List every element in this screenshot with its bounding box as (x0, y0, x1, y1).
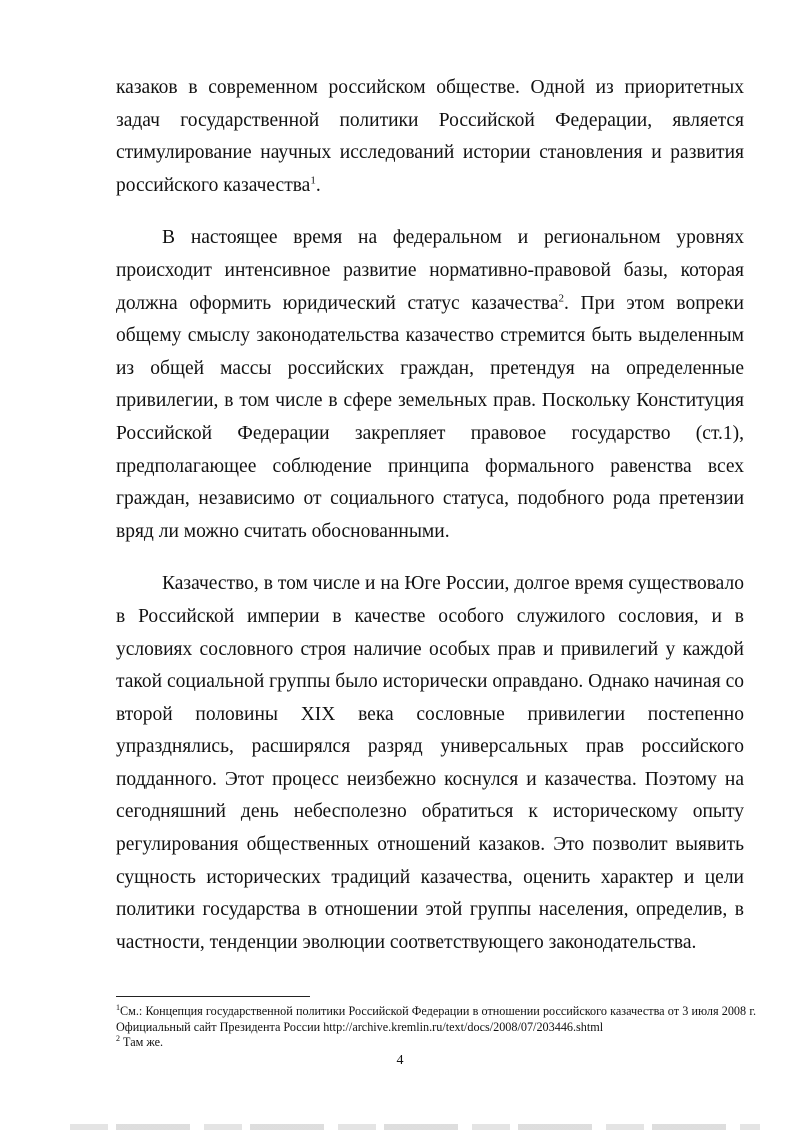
footnote-reference-1[interactable]: 1 (310, 174, 316, 187)
paragraph-2-text-end: . При этом вопреки общему смыслу законодательства казачество стремится быть выделенным из общей массы российских граждан, претендуя на определенные привилегии, в том числе в сфере земельных прав. Поскольку Конституция Российской Федерации закрепляет правовое государство (ст.1), предполагающее соблюдение принципа формального равенства всех граждан, независимо от социального статуса, подобного рода претензии вряд ли можно считать обоснованными. (116, 292, 744, 542)
scan-edge-artifact (70, 1124, 760, 1130)
footnote-2 (116, 1035, 756, 1051)
paragraph-2-text: В настоящее время на федеральном и региональном уровнях происходит интенсивное развитие нормативно-правовой базы, которая должна оформить юридический статус казачества (116, 227, 744, 314)
paragraph-2 (116, 222, 744, 548)
footnote-1-mark: 1 (116, 1002, 120, 1012)
footnote-1 (116, 1004, 756, 1035)
main-text (116, 72, 744, 979)
footnote-1-text: См.: Концепция государственной политики Российской Федерации в отношении российского казачества от 3 июля 2008 г. Официальный сайт Президента России http://archive.kremlin.ru/text/docs/2008/07/203446.shtml (116, 1004, 756, 1034)
paragraph-3-text: Казачество, в том числе и на Юге России, долгое время существовало в Российской империи в качестве особого служилого сословия, и в условиях сословного строя наличие особых прав и привилегий у каждой такой социальной группы было исторически оправдано. Однако начиная со второй половины XIX века сословные привилегии постепенно упразднялись, расширялся разряд универсальных прав российского подданного. Этот процесс неизбежно коснулся и казачества. Поэтому на сегодняшний день небесполезно обратиться к историческому опыту регулирования общественных отношений казаков. Это позволит выявить сущность исторических традиций казачества, оценить характер и цели политики государства в отношении этой группы населения, определив, в частности, тенденции эволюции соответствующего законодательства. (116, 573, 744, 953)
footnote-reference-2[interactable]: 2 (558, 292, 564, 305)
footnote-separator (116, 996, 310, 997)
footnote-2-mark: 2 (116, 1033, 120, 1043)
paragraph-1-text: казаков в современном российском обществе. Одной из приоритетных задач государственной политики Российской Федерации, является стимулирование научных исследований истории становления и развития российского казачества (116, 77, 744, 196)
paragraph-1 (116, 72, 744, 202)
footnotes (116, 1004, 756, 1051)
footnote-2-text: Там же. (120, 1035, 164, 1049)
paragraph-3 (116, 568, 744, 959)
paragraph-1-text-end: . (315, 174, 321, 196)
page-number: 4 (396, 1053, 404, 1068)
